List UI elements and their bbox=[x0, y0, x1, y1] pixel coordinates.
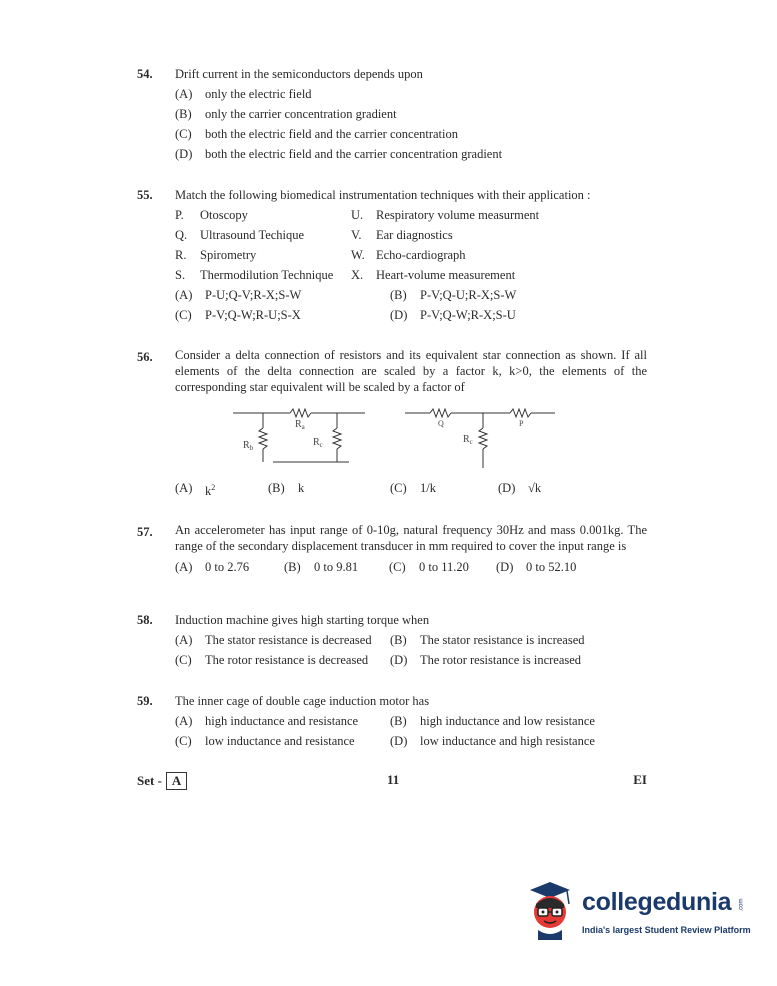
option-label: (D) bbox=[175, 147, 193, 161]
question-number: 54. bbox=[137, 67, 153, 81]
brand-tagline: India's largest Student Review Platform bbox=[582, 925, 751, 935]
question-number: 58. bbox=[137, 613, 153, 627]
option-text: only the carrier concentration gradient bbox=[205, 107, 397, 121]
option-a bbox=[175, 711, 390, 731]
option-text: The rotor resistance is increased bbox=[420, 653, 582, 667]
set-label: Set - bbox=[137, 773, 162, 788]
question-55 bbox=[137, 185, 647, 325]
set-value: A bbox=[166, 772, 187, 790]
option-text: k bbox=[298, 481, 305, 495]
resistor-ra bbox=[290, 409, 311, 417]
match-key: X. bbox=[351, 268, 364, 282]
brand-name: collegedunia bbox=[582, 888, 732, 916]
paper-code: EI bbox=[633, 772, 647, 787]
option-a bbox=[175, 557, 284, 577]
question-58 bbox=[137, 610, 647, 670]
question-stem: Drift current in the semiconductors depends upon bbox=[175, 67, 423, 81]
option-d bbox=[390, 731, 605, 751]
option-d bbox=[498, 478, 541, 501]
match-right: Echo-cardiograph bbox=[376, 248, 466, 262]
option-row bbox=[175, 630, 647, 650]
option-label: (C) bbox=[175, 127, 192, 141]
option-label: (A) bbox=[175, 714, 193, 728]
option-label: (C) bbox=[389, 560, 406, 574]
collegedunia-logo[interactable] bbox=[522, 878, 752, 948]
option-label: (D) bbox=[390, 308, 408, 322]
option-text: 0 to 52.10 bbox=[526, 560, 577, 574]
page-number: 11 bbox=[387, 772, 400, 787]
option-b bbox=[268, 478, 390, 501]
option-b bbox=[390, 711, 605, 731]
option-label: (B) bbox=[268, 481, 285, 495]
resistor-q bbox=[430, 409, 451, 417]
match-key: W. bbox=[351, 248, 365, 262]
option-text: P-V;Q-W;R-X;S-U bbox=[420, 308, 516, 322]
option-b bbox=[390, 630, 605, 650]
label-star-rc: $R_c$ bbox=[463, 434, 473, 446]
resistor-rc bbox=[333, 428, 341, 449]
label-rb: $R_b$ bbox=[243, 440, 254, 452]
question-stem: Match the following biomedical instrumentation techniques with their application : bbox=[175, 188, 591, 202]
option-c bbox=[390, 478, 498, 501]
match-right: Heart-volume measurement bbox=[376, 268, 516, 282]
option-b bbox=[284, 557, 389, 577]
option-label: (B) bbox=[390, 288, 407, 302]
option-text: 0 to 2.76 bbox=[205, 560, 250, 574]
match-left: Ultrasound Techique bbox=[200, 228, 305, 242]
option-text: high inductance and low resistance bbox=[420, 714, 595, 728]
mascot-icon bbox=[522, 880, 578, 946]
option-label: (D) bbox=[498, 481, 516, 495]
option-label: (C) bbox=[175, 308, 192, 322]
label-rc: $R_c$ bbox=[313, 437, 323, 449]
question-54 bbox=[137, 64, 647, 164]
option-text: P-V;Q-U;R-X;S-W bbox=[420, 288, 517, 302]
delta-star-circuit-diagram bbox=[225, 400, 565, 475]
option-c bbox=[175, 731, 390, 751]
option-text: The stator resistance is increased bbox=[420, 633, 585, 647]
match-row bbox=[175, 245, 647, 265]
option-label: (D) bbox=[390, 653, 408, 667]
match-left: Spirometry bbox=[200, 248, 257, 262]
option-text: P-U;Q-V;R-X;S-W bbox=[205, 288, 302, 302]
label-q: Q bbox=[438, 419, 444, 428]
option-label: (B) bbox=[390, 633, 407, 647]
option-d bbox=[496, 557, 576, 577]
question-number: 57. bbox=[137, 525, 153, 539]
option-row bbox=[175, 305, 647, 325]
option-label: (B) bbox=[175, 107, 192, 121]
option-label: (D) bbox=[390, 734, 408, 748]
brand-suffix: .com bbox=[738, 898, 745, 912]
option-text: $k^2$ bbox=[205, 483, 216, 499]
question-stem: An accelerometer has input range of 0-10g, natural frequency 30Hz and mass 0.001kg. The range of the secondary displacement transducer in mm required to cover the input range is bbox=[175, 523, 647, 553]
option-text: high inductance and resistance bbox=[205, 714, 359, 728]
option-d bbox=[175, 144, 647, 164]
match-left: Otoscopy bbox=[200, 208, 248, 222]
option-row bbox=[175, 711, 647, 731]
option-label: (C) bbox=[175, 734, 192, 748]
question-number: 56. bbox=[137, 350, 153, 364]
option-label: (C) bbox=[390, 481, 407, 495]
match-right: Respiratory volume measurment bbox=[376, 208, 540, 222]
option-text: P-V;Q-W;R-U;S-X bbox=[205, 308, 301, 322]
option-text: The stator resistance is decreased bbox=[205, 633, 372, 647]
option-text: both the electric field and the carrier concentration bbox=[205, 127, 458, 141]
match-key: S. bbox=[175, 268, 186, 282]
question-57 bbox=[137, 522, 647, 577]
option-c bbox=[175, 305, 390, 325]
resistor-star-rc bbox=[479, 428, 487, 449]
option-label: (B) bbox=[390, 714, 407, 728]
option-label: (A) bbox=[175, 560, 193, 574]
question-56-options bbox=[137, 478, 647, 501]
option-row bbox=[175, 557, 647, 577]
option-text: low inductance and resistance bbox=[205, 734, 355, 748]
label-p: P bbox=[519, 419, 524, 428]
match-key: U. bbox=[351, 208, 364, 222]
option-text: only the electric field bbox=[205, 87, 312, 101]
option-text: 1/k bbox=[420, 481, 436, 495]
resistor-p bbox=[510, 409, 531, 417]
option-row bbox=[175, 731, 647, 751]
option-d bbox=[390, 305, 605, 325]
match-row bbox=[175, 205, 647, 225]
option-b bbox=[390, 285, 605, 305]
option-d bbox=[390, 650, 605, 670]
match-row bbox=[175, 265, 647, 285]
delta-network bbox=[233, 409, 365, 462]
option-text: both the electric field and the carrier concentration gradient bbox=[205, 147, 503, 161]
option-text: 0 to 11.20 bbox=[419, 560, 469, 574]
page-footer bbox=[137, 770, 647, 792]
question-59 bbox=[137, 691, 647, 751]
match-key: P. bbox=[175, 208, 184, 222]
option-text: The rotor resistance is decreased bbox=[205, 653, 369, 667]
option-label: (C) bbox=[175, 653, 192, 667]
match-key: R. bbox=[175, 248, 187, 262]
option-a bbox=[175, 630, 390, 650]
match-row bbox=[175, 225, 647, 245]
match-left: Thermodilution Technique bbox=[200, 268, 334, 282]
label-ra: $R_a$ bbox=[295, 419, 305, 431]
option-label: (A) bbox=[175, 87, 193, 101]
match-right: Ear diagnostics bbox=[376, 228, 453, 242]
option-label: (A) bbox=[175, 633, 193, 647]
star-network bbox=[405, 409, 555, 468]
option-text: low inductance and high resistance bbox=[420, 734, 595, 748]
question-number: 59. bbox=[137, 694, 153, 708]
option-c bbox=[175, 650, 390, 670]
option-text: √k bbox=[528, 481, 542, 495]
option-b bbox=[175, 104, 647, 124]
resistor-rb bbox=[259, 428, 267, 449]
option-a bbox=[175, 478, 268, 501]
match-key: Q. bbox=[175, 228, 188, 242]
option-c bbox=[175, 124, 647, 144]
option-text: 0 to 9.81 bbox=[314, 560, 359, 574]
match-key: V. bbox=[351, 228, 362, 242]
option-row bbox=[175, 285, 647, 305]
question-number: 55. bbox=[137, 188, 153, 202]
question-stem: The inner cage of double cage induction motor has bbox=[175, 694, 430, 708]
option-a bbox=[175, 84, 647, 104]
set-indicator bbox=[137, 772, 187, 790]
question-stem: Induction machine gives high starting torque when bbox=[175, 613, 430, 627]
option-c bbox=[389, 557, 496, 577]
question-stem: Consider a delta connection of resistors and its equivalent star connection as shown. If all elements of the delta connection are scaled by a factor k, k>0, the elements of the corresponding star equivalent will be scaled by a factor of bbox=[175, 348, 647, 394]
option-label: (A) bbox=[175, 288, 193, 302]
option-label: (D) bbox=[496, 560, 514, 574]
question-56 bbox=[137, 347, 647, 395]
option-row bbox=[175, 650, 647, 670]
option-label: (B) bbox=[284, 560, 301, 574]
option-a bbox=[175, 285, 390, 305]
option-label: (A) bbox=[175, 481, 193, 495]
